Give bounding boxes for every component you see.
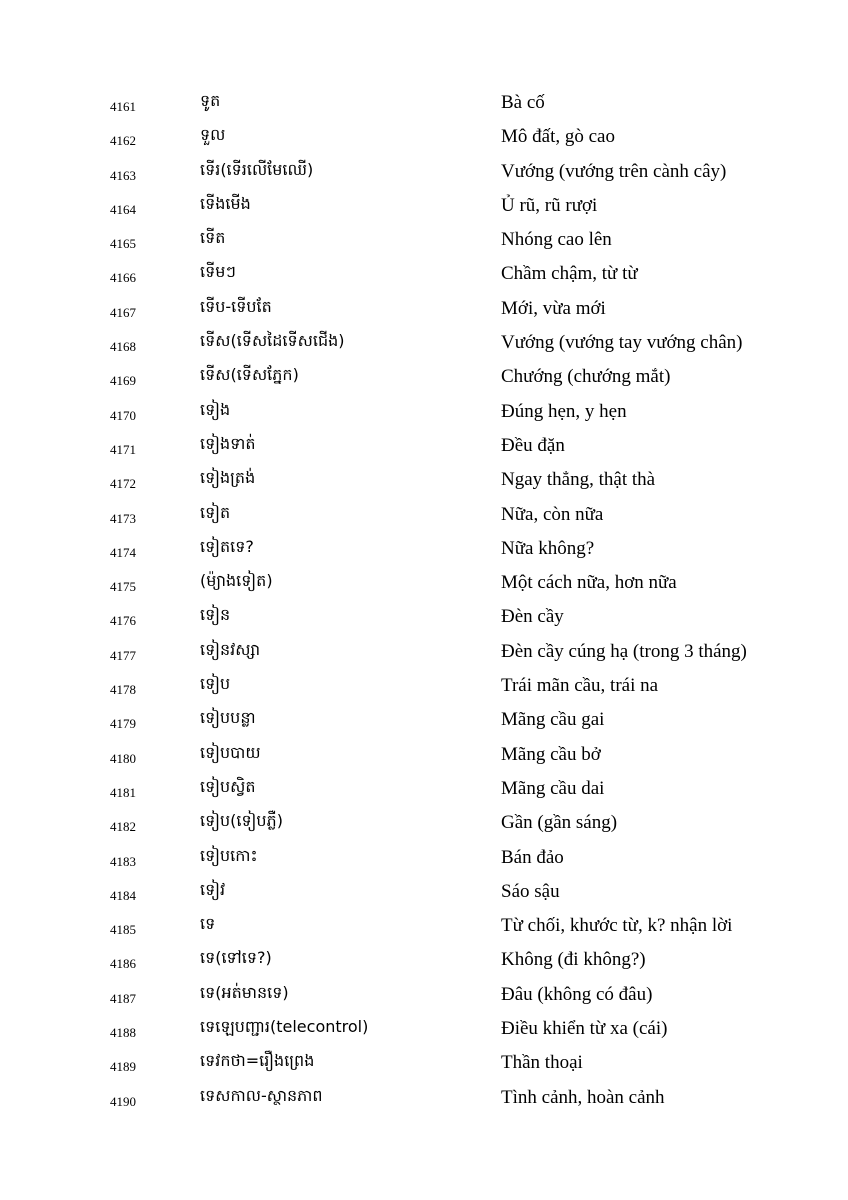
vietnamese-definition: Nhóng cao lên: [501, 229, 612, 251]
entry-number: 4181: [110, 784, 136, 800]
vietnamese-definition: Vướng (vướng trên cành cây): [501, 160, 727, 182]
dictionary-entry: [0, 669, 848, 703]
entry-number: 4182: [110, 819, 136, 835]
vietnamese-definition: Điều khiển từ xa (cái): [501, 1018, 668, 1040]
khmer-term: ទៀង: [200, 399, 231, 419]
vietnamese-definition: Đèn cầy cúng hạ (trong 3 tháng): [501, 640, 747, 662]
dictionary-entry: [0, 257, 848, 291]
dictionary-entry: [0, 498, 848, 532]
vietnamese-definition: Mới, vừa mới: [501, 297, 606, 319]
dictionary-entry: [0, 429, 848, 463]
khmer-term: ទៀតទេ?: [200, 536, 254, 556]
entry-number: 4162: [110, 133, 136, 149]
dictionary-page: [0, 86, 848, 1115]
entry-number: 4186: [110, 956, 136, 972]
dictionary-entry: [0, 326, 848, 360]
entry-number: 4175: [110, 579, 136, 595]
dictionary-entry: [0, 1012, 848, 1046]
khmer-term: ទៀបកោះ: [200, 845, 258, 865]
entry-number: 4166: [110, 270, 136, 286]
entry-number: 4161: [110, 99, 136, 114]
vietnamese-definition: Bán đảo: [501, 846, 564, 868]
entry-number: 4180: [110, 750, 136, 766]
khmer-term: ទូត: [200, 91, 221, 110]
khmer-term: ទៀបបាយ: [200, 742, 261, 762]
khmer-term: ទេវកថា=រឿងព្រេង: [200, 1051, 315, 1071]
entry-number: 4171: [110, 441, 136, 457]
entry-number: 4179: [110, 716, 136, 732]
khmer-term: ទៀងទាត់: [200, 433, 256, 453]
dictionary-entry: [0, 395, 848, 429]
khmer-term: ទើត: [200, 228, 226, 248]
khmer-term: ទេ(អត់មានទេ): [200, 982, 289, 1002]
dictionary-entry: [0, 86, 848, 120]
dictionary-entry: [0, 909, 848, 943]
dictionary-entry: [0, 223, 848, 257]
entry-number: 4185: [110, 922, 136, 938]
entry-number: 4170: [110, 407, 136, 423]
dictionary-entry: [0, 463, 848, 497]
khmer-term: ទេសកាល-ស្ថានភាព: [200, 1085, 323, 1105]
entry-number: 4168: [110, 339, 136, 355]
dictionary-entry: [0, 1046, 848, 1080]
dictionary-entry: [0, 120, 848, 154]
vietnamese-definition: Ngay thẳng, thật thà: [501, 469, 656, 491]
khmer-term: ទេ: [200, 914, 216, 934]
entry-number: 4169: [110, 373, 136, 389]
khmer-term: ទើរ(ទើរលើមែឈើ): [200, 159, 314, 179]
dictionary-entry: [0, 978, 848, 1012]
vietnamese-definition: Nữa, còn nữa: [501, 503, 604, 525]
khmer-term: ទើស(ទើសដៃទើសជើង): [200, 331, 345, 351]
vietnamese-definition: Đèn cầy: [501, 606, 564, 628]
vietnamese-definition: Tình cảnh, hoàn cảnh: [501, 1086, 665, 1108]
khmer-term: ទៀនវស្សា: [200, 639, 261, 659]
entry-number: 4176: [110, 613, 136, 629]
vietnamese-definition: Sáo sậu: [501, 880, 560, 902]
khmer-term: ទៀងត្រង់: [200, 468, 256, 488]
dictionary-entry: [0, 806, 848, 840]
vietnamese-definition: Đều đặn: [501, 434, 565, 456]
dictionary-entry: [0, 566, 848, 600]
khmer-term: ទើមៗ: [200, 262, 236, 282]
khmer-term: ទើងមើង: [200, 193, 251, 213]
khmer-term: ទើប-ទើបតែ: [200, 296, 272, 316]
dictionary-entry: [0, 155, 848, 189]
entry-number: 4178: [110, 682, 136, 698]
khmer-term: ទៀប(ទៀបភ្លឺ): [200, 811, 283, 831]
dictionary-entry: [0, 875, 848, 909]
khmer-term: ទៀបស្វិត: [200, 776, 256, 796]
dictionary-entry: [0, 532, 848, 566]
vietnamese-definition: Chướng (chướng mắt): [501, 366, 671, 388]
dictionary-entry: [0, 360, 848, 394]
entry-number: 4187: [110, 990, 136, 1006]
dictionary-entry: [0, 841, 848, 875]
vietnamese-definition: Một cách nữa, hơn nữa: [501, 572, 677, 594]
dictionary-entry: [0, 772, 848, 806]
entry-number: 4190: [110, 1093, 136, 1109]
dictionary-entry: [0, 738, 848, 772]
khmer-term: (ម៉្យាងទៀត): [200, 571, 273, 591]
dictionary-entry: [0, 635, 848, 669]
entry-number: 4163: [110, 167, 136, 183]
vietnamese-definition: Thần thoại: [501, 1052, 583, 1074]
entry-number: 4172: [110, 476, 136, 492]
vietnamese-definition: Nữa không?: [501, 537, 595, 559]
entry-number: 4165: [110, 236, 136, 252]
vietnamese-definition: Mô đất, gò cao: [501, 126, 615, 148]
khmer-term: ទៀប: [200, 674, 231, 694]
vietnamese-definition: Đâu (không có đâu): [501, 983, 653, 1005]
vietnamese-definition: Vướng (vướng tay vướng chân): [501, 332, 743, 354]
vietnamese-definition: Chầm chậm, từ từ: [501, 263, 638, 285]
entry-number: 4174: [110, 544, 136, 560]
dictionary-entry: [0, 189, 848, 223]
vietnamese-definition: Không (đi không?): [501, 949, 646, 971]
vietnamese-definition: Mãng cầu bở: [501, 743, 601, 765]
entry-number: 4173: [110, 510, 136, 526]
khmer-term: ទៀវ: [200, 879, 226, 899]
vietnamese-definition: Gần (gần sáng): [501, 812, 618, 834]
khmer-term: ទើស(ទើសភ្នែក): [200, 365, 299, 385]
vietnamese-definition: Mãng cầu dai: [501, 777, 605, 799]
entry-number: 4183: [110, 853, 136, 869]
entry-number: 4167: [110, 304, 136, 320]
khmer-term: ទួល: [200, 125, 226, 145]
khmer-term: ទេឡេបញ្ជារ(telecontrol): [200, 1017, 369, 1037]
vietnamese-definition: Từ chối, khước từ, k? nhận lời: [501, 915, 733, 937]
vietnamese-definition: Trái mãn cầu, trái na: [501, 675, 659, 697]
entry-number: 4189: [110, 1059, 136, 1075]
dictionary-entry: [0, 600, 848, 634]
dictionary-entry: [0, 1081, 848, 1115]
khmer-term: ទៀបបន្លា: [200, 708, 256, 728]
khmer-term: ទេ(ទៅទេ?): [200, 948, 272, 968]
entry-number: 4184: [110, 887, 136, 903]
vietnamese-definition: Ủ rũ, rũ rượi: [501, 194, 598, 216]
vietnamese-definition: Mãng cầu gai: [501, 709, 605, 731]
dictionary-entry: [0, 292, 848, 326]
vietnamese-definition: Bà cố: [501, 92, 545, 113]
entry-number: 4177: [110, 647, 136, 663]
dictionary-entry: [0, 943, 848, 977]
khmer-term: ទៀត: [200, 502, 231, 522]
entry-number: 4188: [110, 1025, 136, 1041]
khmer-term: ទៀន: [200, 605, 231, 625]
entry-number: 4164: [110, 201, 136, 217]
dictionary-entry: [0, 703, 848, 737]
vietnamese-definition: Đúng hẹn, y hẹn: [501, 400, 627, 422]
